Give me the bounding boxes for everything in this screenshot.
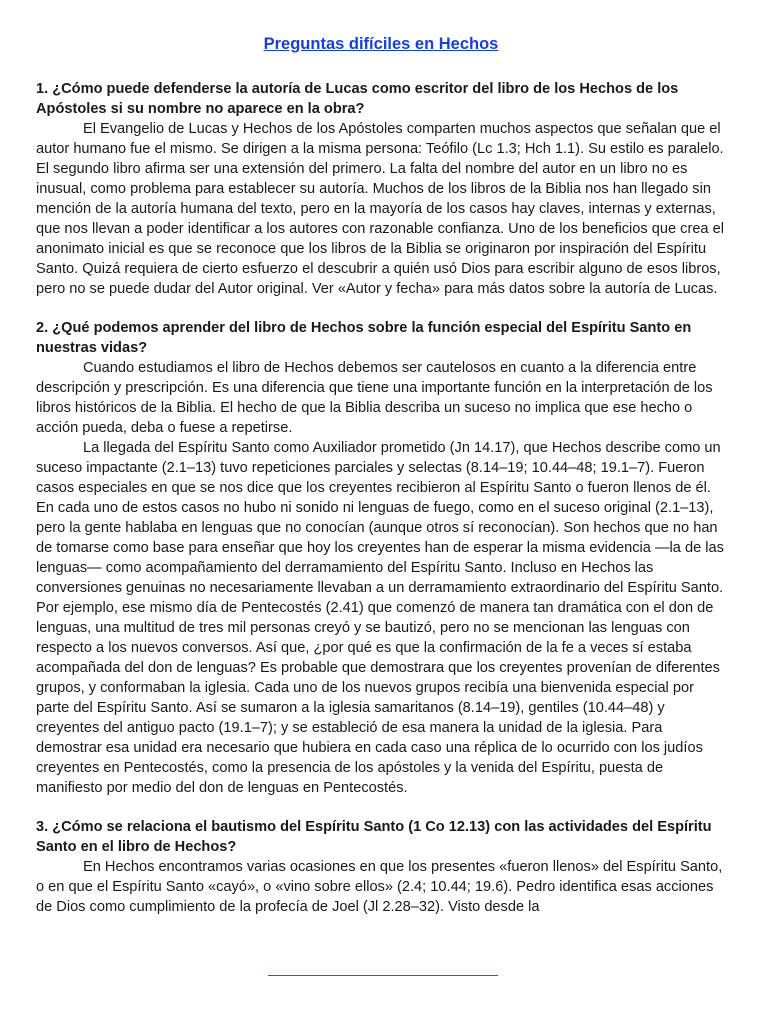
footer-divider <box>268 975 498 976</box>
question-section-3 <box>36 817 726 917</box>
document-page <box>36 30 726 936</box>
answer-paragraph: Cuando estudiamos el libro de Hechos debemos ser cautelosos en cuanto a la diferencia entre descripción y prescripción. Es una diferencia que tiene una importante función en la interpretación de los libros históricos de la Biblia. El hecho de que la Biblia describa un suceso no implica que ese hecho o acción pueda, deba o fuese a repetirse. <box>36 360 713 436</box>
answer-paragraph: La llegada del Espíritu Santo como Auxiliador prometido (Jn 14.17), que Hechos describe como un suceso impactante (2.1–13) tuvo repeticiones parciales y selectas (8.14–19; 10.44–48; 19.1–7). Fueron casos especiales en que se nos dice que los creyentes recibieron al Espíritu Santo o fueron llenos de él. En cada uno de estos casos no hubo ni sonido ni lenguas de fuego, como en el suceso original (2.1–13), pero la gente hablaba en lenguas que no conocían (aunque otros sí reconocían). Son hechos que no han de tomarse como base para enseñar que hoy los creyentes han de esperar la misma evidencia —la de las lenguas— como acompañamiento del derramamiento del Espíritu Santo. Incluso en Hechos las conversiones genuinas no necesariamente llevaban a un derramamiento extraordinario del Espíritu Santo. Por ejemplo, ese mismo día de Pentecostés (2.41) que comenzó de manera tan dramática con el don de lenguas, una multitud de tres mil personas creyó y se bautizó, pero no se mencionan las lenguas con respecto a los nuevos conversos. Así que, ¿por qué es que la confirmación de la fe a veces sí estaba acompañada del don de lenguas? Es probable que demostrara que los creyentes provenían de diferentes grupos, y conformaban la iglesia. Cada uno de los nuevos grupos recibía una bienvenida especial por parte del Espíritu Santo. Así se sumaron a la iglesia samaritanos (8.14–19), gentiles (10.44–48) y creyentes del antiguo pacto (19.1–7); y se estableció de esa manera la unidad de la iglesia. Para demostrar esa unidad era necesario que hubiera en cada caso una réplica de lo ocurrido con los judíos creyentes en Pentecostés, como la presencia de los apóstoles y la venida del Espíritu, puesta de manifiesto por medio del don de lenguas en Pentecostés. <box>36 440 724 796</box>
answer-paragraph: El Evangelio de Lucas y Hechos de los Apóstoles comparten muchos aspectos que señalan que el autor humano fue el mismo. Se dirigen a la misma persona: Teófilo (Lc 1.3; Hch 1.1). Su estilo es paralelo. El segundo libro afirma ser una extensión del primero. La falta del nombre del autor en un libro no es inusual, como problema para establecer su autoría. Muchos de los libros de la Biblia nos han llegado sin mención de la autoría humana del texto, pero en la mayoría de los casos hay claves, internas y externas, que nos llevan a poder identificar a los autores con razonable confianza. Uno de los beneficios que crea el anonimato inicial es que se reconoce que los libros de la Biblia se originaron por inspiración del Espíritu Santo. Quizá requiera de cierto esfuerzo el descubrir a quién usó Dios para escribir alguno de esos libros, pero no se puede dudar del Autor original. Ver «Autor y fecha» para más datos sobre la autoría de Lucas. <box>36 121 724 297</box>
question-section-2 <box>36 318 726 798</box>
question-heading: 1. ¿Cómo puede defenderse la autoría de Lucas como escritor del libro de los Hechos de los Apóstoles si su nombre no aparece en la obra? <box>36 81 679 117</box>
document-title[interactable]: Preguntas difíciles en Hechos <box>263 35 499 53</box>
question-heading: 2. ¿Qué podemos aprender del libro de Hechos sobre la función especial del Espíritu Santo en nuestras vidas? <box>36 320 692 356</box>
question-heading: 3. ¿Cómo se relaciona el bautismo del Espíritu Santo (1 Co 12.13) con las actividades del Espíritu Santo en el libro de Hechos? <box>36 819 712 855</box>
question-section-1 <box>36 79 726 299</box>
answer-paragraph: En Hechos encontramos varias ocasiones en que los presentes «fueron llenos» del Espíritu Santo, o en que el Espíritu Santo «cayó», o «vino sobre ellos» (2.4; 10.44; 19.6). Pedro identifica esas acciones de Dios como cumplimiento de la profecía de Joel (Jl 2.28–32). Visto desde la <box>36 859 723 915</box>
